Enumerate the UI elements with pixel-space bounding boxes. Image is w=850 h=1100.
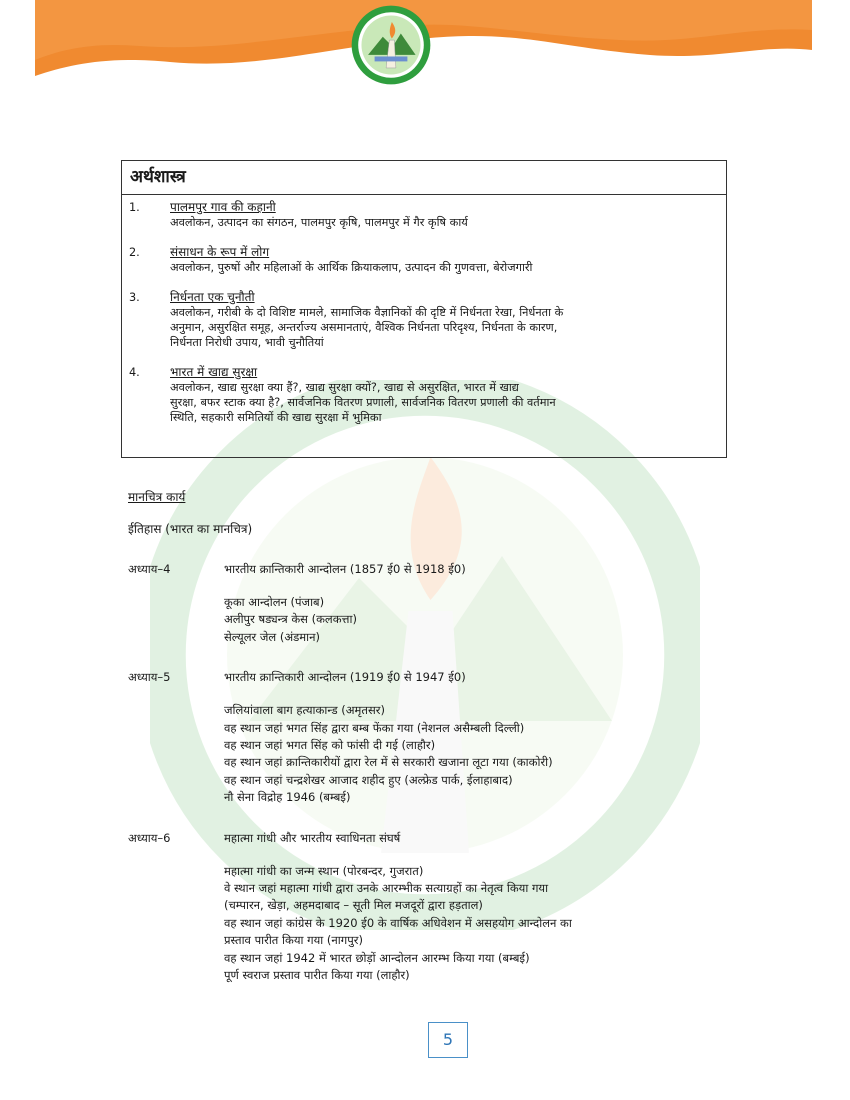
chapter-title: भारतीय क्रान्तिकारी आन्दोलन (1857 ई0 से 1918 ई0) bbox=[224, 562, 466, 576]
item-desc: अवलोकन, उत्पादन का संगठन, पालमपुर कृषि, पालमपुर में गैर कृषि कार्य bbox=[170, 216, 468, 229]
chapter-block bbox=[128, 560, 728, 646]
place-item: वह स्थान जहां कांग्रेस के 1920 ई0 के वार्षिक अधिवेशन में असहयोग आन्दोलन का bbox=[224, 915, 572, 930]
chapter-title: भारतीय क्रान्तिकारी आन्दोलन (1919 ई0 से 1947 ई0) bbox=[224, 670, 466, 685]
map-work-heading: मानचित्र कार्य bbox=[128, 490, 186, 504]
place-item: वह स्थान जहां चन्द्रशेखर आजाद शहीद हुए (अल्फ्रेड पार्क, ईलाहाबाद) bbox=[224, 772, 513, 787]
place-item: महात्मा गांधी का जन्म स्थान (पोरबन्दर, गुजरात) bbox=[224, 863, 424, 878]
list-item: 3. निर्धनता एक चुनौती अवलोकन, गरीबी के दो विशिष्ट मामले, सामाजिक वैज्ञानिकों की दृष्टि में निर्धनता रेखा, निर्धनता के अनुमान, असुरक्षित समूह, अन्तर्राज्य असमानताएं, वैश्विक निर्धनता परिदृश्य, निर्धनता के कारण, निर्धनता निरोधी उपाय, भावी चुनौतियां bbox=[122, 290, 726, 350]
list-item: 1. पालमपुर गाव की कहानी अवलोकन, उत्पादन का संगठन, पालमपुर कृषि, पालमपुर में गैर कृषि कार्य bbox=[122, 200, 726, 230]
place-item: सेल्यूलर जेल (अंडमान) bbox=[224, 629, 320, 644]
syllabus-box bbox=[121, 160, 727, 458]
item-title: भारत में खाद्य सुरक्षा bbox=[170, 365, 258, 379]
place-item: प्रस्ताव पारीत किया गया (नागपुर) bbox=[224, 933, 363, 948]
chapter-label: अध्याय–5 bbox=[128, 670, 171, 685]
item-desc: स्थिति, सहकारी समितियों की खाद्य सुरक्षा में भुमिका bbox=[170, 411, 382, 424]
item-title: पालमपुर गाव की कहानी bbox=[170, 200, 276, 214]
item-title: निर्धनता एक चुनौती bbox=[170, 290, 255, 304]
map-work-section bbox=[128, 488, 728, 985]
place-item: पूर्ण स्वराज प्रस्ताव पारीत किया गया (लाहौर) bbox=[224, 968, 410, 983]
chapter-label: अध्याय–4 bbox=[128, 562, 171, 576]
place-item: वह स्थान जहां क्रान्तिकारीयों द्वारा रेल में से सरकारी खजाना लूटा गया (काकोरी) bbox=[224, 755, 553, 770]
item-desc: अनुमान, असुरक्षित समूह, अन्तर्राज्य असमानताएं, वैश्विक निर्धनता परिदृश्य, निर्धनता के कारण, bbox=[170, 321, 558, 334]
place-item: अलीपुर षड्यन्त्र केस (कलकत्ता) bbox=[224, 612, 357, 627]
place-item: नौ सेना विद्रोह 1946 (बम्बई) bbox=[224, 790, 351, 805]
chapter-label: अध्याय–6 bbox=[128, 830, 171, 845]
item-desc: निर्धनता निरोधी उपाय, भावी चुनौतियां bbox=[170, 336, 324, 349]
item-desc: अवलोकन, खाद्य सुरक्षा क्या हैं?, खाद्य सुरक्षा क्यों?, खाद्य से असुरक्षित, भारत में खाद्य bbox=[170, 381, 519, 394]
place-item: वह स्थान जहां भगत सिंह को फांसी दी गई (लाहौर) bbox=[224, 738, 436, 753]
place-item: जलियांवाला बाग हत्याकान्ड (अमृतसर) bbox=[224, 703, 385, 718]
place-item: वह स्थान जहां 1942 में भारत छोड़ों आन्दोलन आरम्भ किया गया (बम्बई) bbox=[224, 950, 530, 965]
item-desc: सुरक्षा, बफर स्टाक क्या है?, सार्वजनिक वितरण प्रणाली, सार्वजनिक वितरण प्रणाली की वर्तमान bbox=[170, 396, 556, 409]
chapter-block bbox=[128, 829, 728, 985]
item-desc: अवलोकन, पुरुषों और महिलाओं के आर्थिक क्रियाकलाप, उत्पादन की गुणवत्ता, बेरोजगारी bbox=[170, 261, 533, 274]
board-logo-icon bbox=[350, 4, 432, 86]
place-item: कूका आन्दोलन (पंजाब) bbox=[224, 595, 325, 609]
item-title: संसाधन के रूप में लोग bbox=[170, 245, 270, 259]
place-item: वे स्थान जहां महात्मा गांधी द्वारा उनके आरम्भीक सत्याग्रहों का नेतृत्व किया गया bbox=[224, 881, 549, 896]
list-item: 2. संसाधन के रूप में लोग अवलोकन, पुरुषों और महिलाओं के आर्थिक क्रियाकलाप, उत्पादन की गुणवत्ता, बेरोजगारी bbox=[122, 245, 726, 275]
map-work-subheading: ईतिहास (भारत का मानचित्र) bbox=[128, 522, 253, 536]
page-number: 5 bbox=[428, 1022, 468, 1058]
place-item: (चम्पारन, खेड़ा, अहमदाबाद – सूती मिल मजदूरों द्वारा हड़ताल) bbox=[224, 898, 483, 913]
place-item: वह स्थान जहां भगत सिंह द्वारा बम्ब फेंका गया (नेशनल असैम्बली दिल्ली) bbox=[224, 720, 525, 735]
chapter-title: महात्मा गांधी और भारतीय स्वाधिनता संघर्ष bbox=[224, 830, 401, 845]
section-title: अर्थशास्त्र bbox=[122, 161, 726, 195]
list-item: 4. भारत में खाद्य सुरक्षा अवलोकन, खाद्य सुरक्षा क्या हैं?, खाद्य सुरक्षा क्यों?, खाद्य से असुरक्षित, भारत में खाद्य सुरक्षा, बफर स्टाक क्या है?, सार्वजनिक वितरण प्रणाली, सार्वजनिक वितरण प्रणाली की वर्तमान स्थिति, सहकारी समितियों की खाद्य सुरक्षा में भुमिका bbox=[122, 365, 726, 425]
chapter-block bbox=[128, 668, 728, 806]
item-desc: अवलोकन, गरीबी के दो विशिष्ट मामले, सामाजिक वैज्ञानिकों की दृष्टि में निर्धनता रेखा, निर्धनता के bbox=[170, 306, 564, 319]
